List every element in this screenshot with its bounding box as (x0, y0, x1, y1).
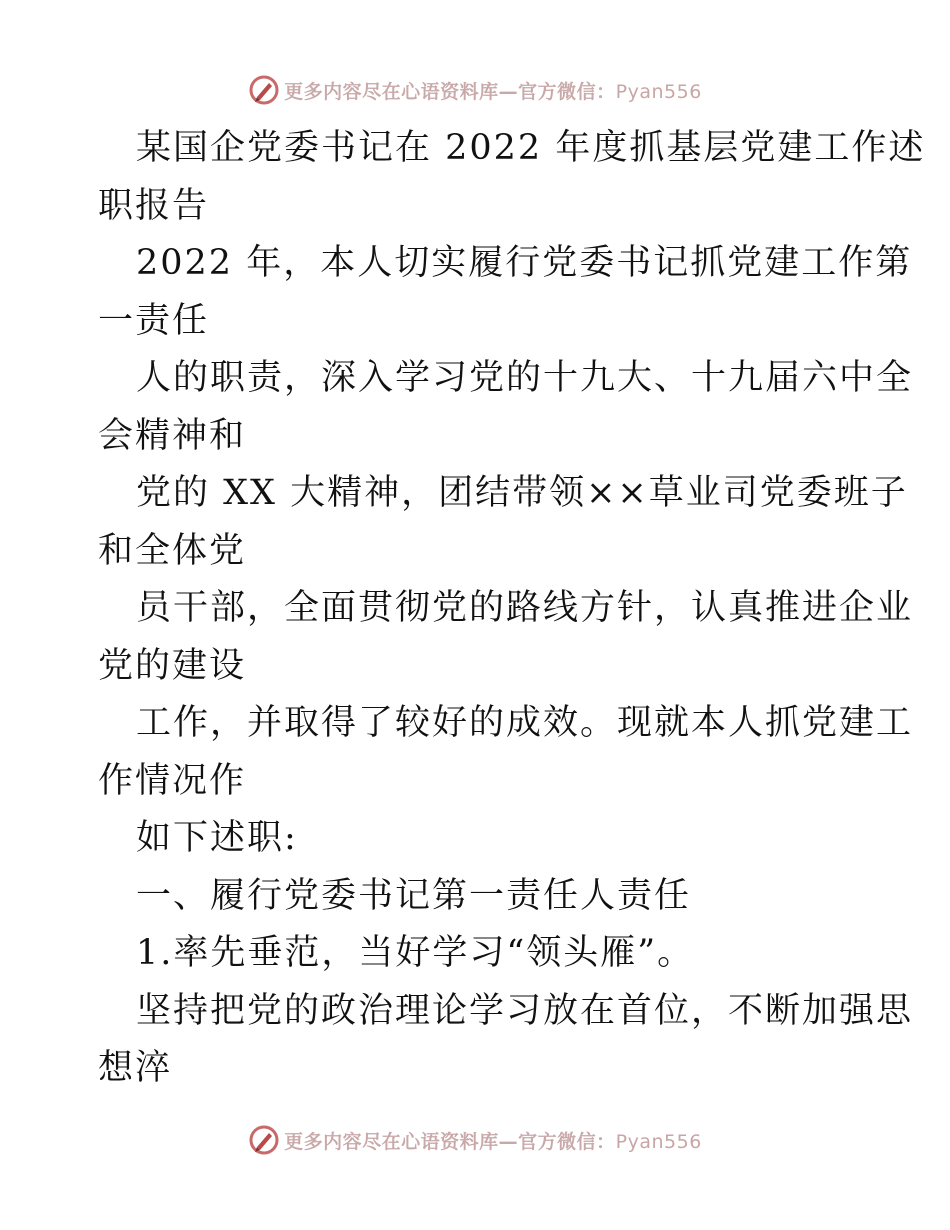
document-line: 一责任 (98, 300, 210, 341)
document-line: 会精神和 (98, 415, 247, 456)
document-line: 党的 XX 大精神，团结带领××草业司党委班子 (136, 473, 908, 513)
pen-logo-icon (248, 1124, 280, 1156)
document-line: 人的职责，深入学习党的十九大、十九届六中全 (136, 358, 914, 398)
document-line: 1.率先垂范，当好学习“领头雁”。 (136, 933, 695, 973)
document-line: 某国企党委书记在 2022 年度抓基层党建工作述 (136, 128, 926, 168)
document-line: 一、履行党委书记第一责任人责任 (136, 875, 692, 916)
wechat-id: Pyan556 (615, 1130, 702, 1153)
document-line: 2022 年，本人切实履行党委书记抓党建工作第 (136, 243, 913, 283)
banner-text: 更多内容尽在心语资料库—官方微信：Pyan556 (284, 80, 702, 103)
document-body (98, 120, 926, 1098)
footer-watermark-banner (0, 1120, 950, 1160)
document-line: 想淬 (98, 1048, 173, 1088)
header-watermark-banner (0, 70, 950, 110)
document-line: 如下述职: (136, 818, 298, 858)
document-line: 工作，并取得了较好的成效。现就本人抓党建工 (136, 703, 914, 743)
document-line: 作情况作 (98, 760, 247, 801)
document-line: 和全体党 (98, 530, 247, 571)
document-line: 职报告 (98, 185, 210, 226)
banner-text: 更多内容尽在心语资料库—官方微信：Pyan556 (284, 1130, 702, 1153)
pen-logo-icon (248, 74, 280, 106)
document-line: 党的建设 (98, 645, 247, 686)
wechat-id: Pyan556 (615, 80, 702, 103)
document-line: 员干部，全面贯彻党的路线方针，认真推进企业 (136, 588, 914, 628)
document-line: 坚持把党的政治理论学习放在首位，不断加强思 (136, 990, 914, 1031)
